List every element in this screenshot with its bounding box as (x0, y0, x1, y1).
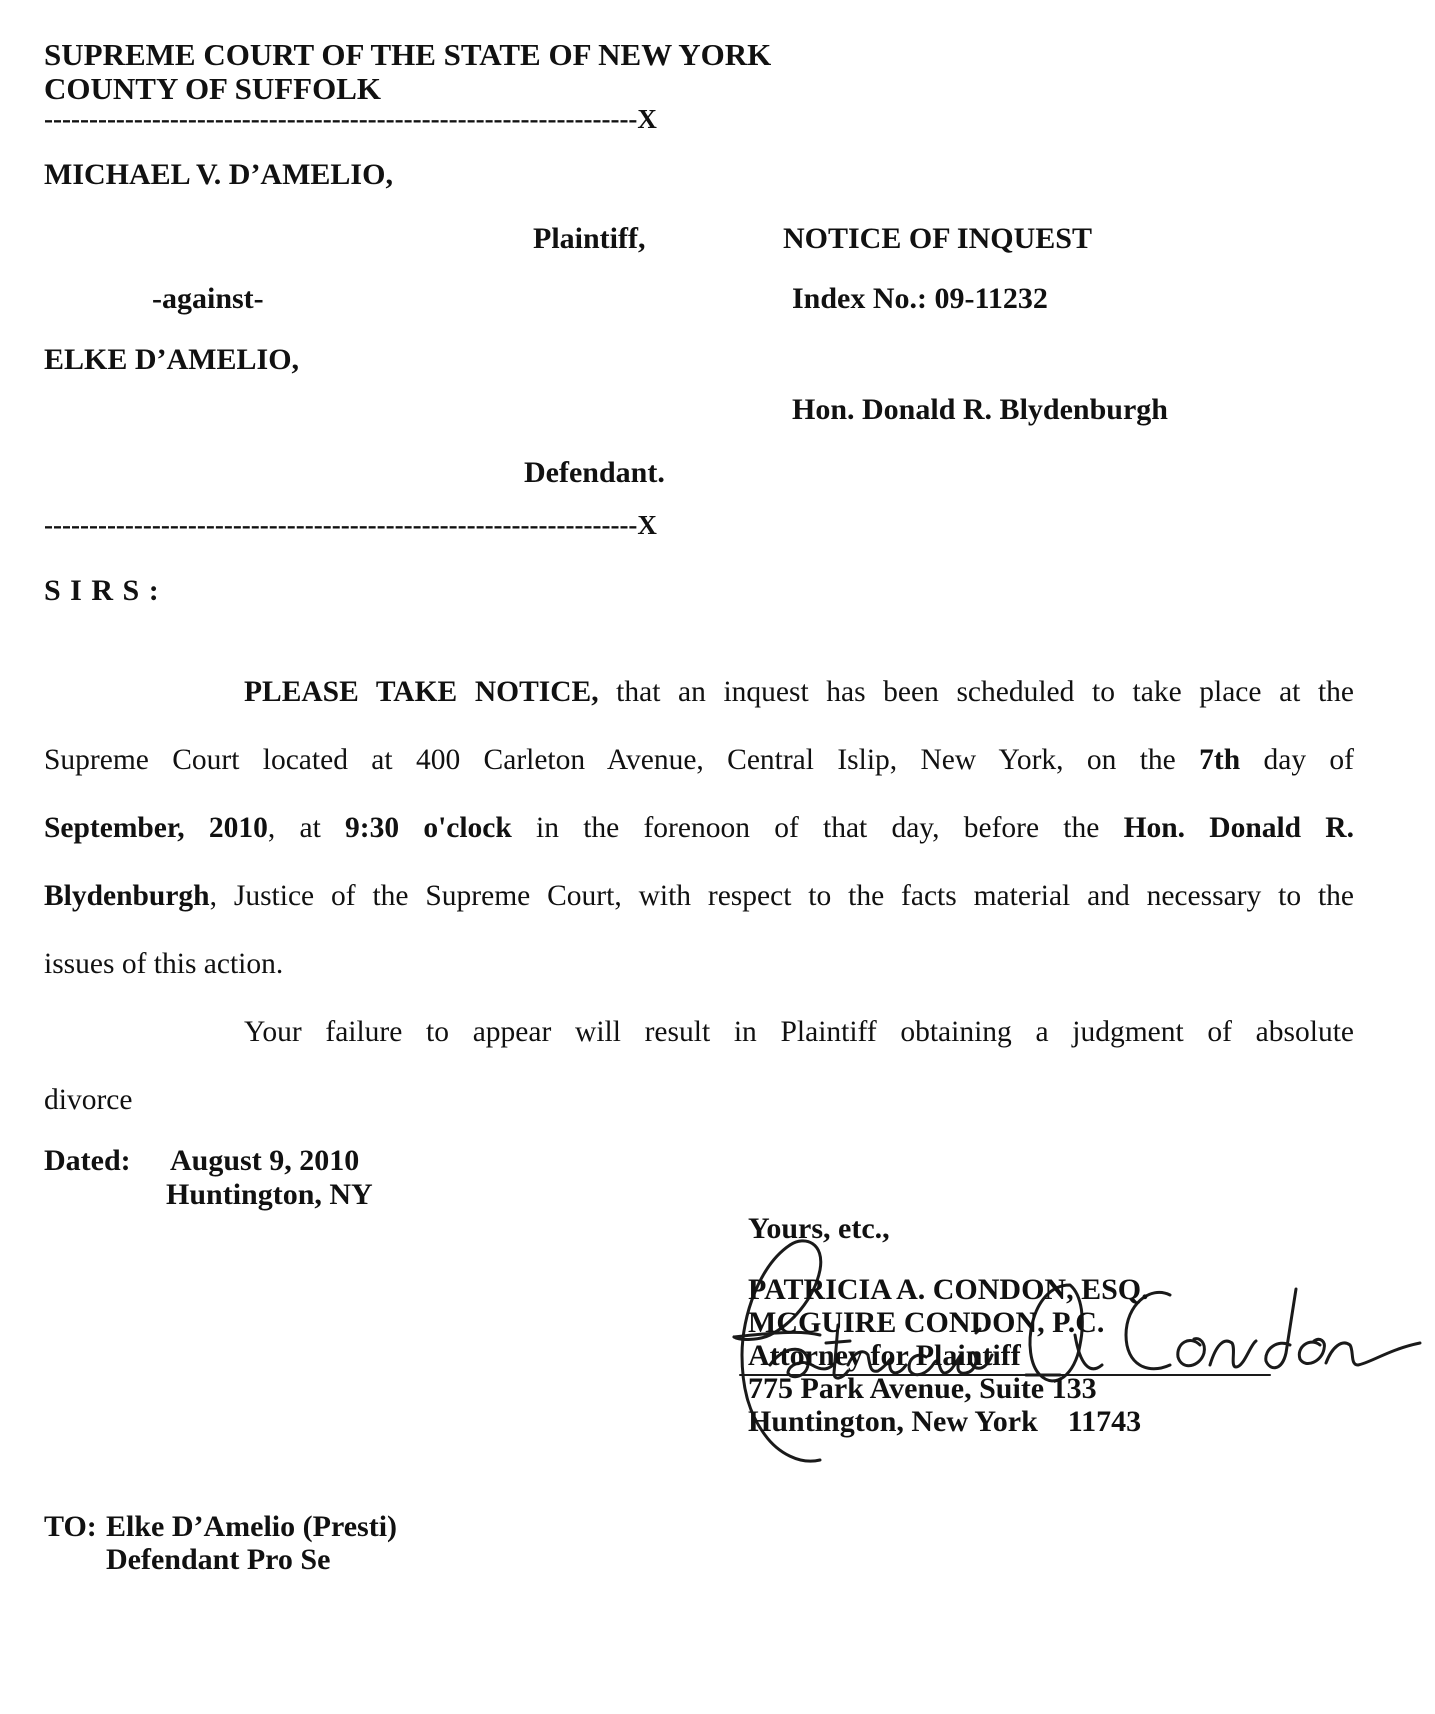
inquest-time: 9:30 o'clock (345, 812, 512, 844)
plaintiff-label: Plaintiff, (533, 222, 646, 255)
judge-name-part1: Hon. Donald R. (1123, 812, 1354, 844)
document-title: NOTICE OF INQUEST (783, 222, 1092, 255)
recipient-name: Elke D’Amelio (Presti) (106, 1510, 398, 1543)
caption-divider-top: ------------------------------------------------------------------X (44, 104, 657, 134)
court-name: SUPREME COURT OF THE STATE OF NEW YORK (44, 37, 772, 72)
body-line-6: Your failure to appear will result in Plaintiff obtaining a judgment of absolute (244, 1016, 1354, 1048)
assigned-judge: Hon. Donald R. Blydenburgh (792, 393, 1168, 426)
address-line-1: 775 Park Avenue, Suite 133 (748, 1372, 1097, 1405)
body-line-1: PLEASE TAKE NOTICE, that an inquest has been scheduled to take place at the (244, 676, 1354, 708)
closing: Yours, etc., (748, 1212, 890, 1245)
county-name: COUNTY OF SUFFOLK (44, 71, 381, 106)
inquest-day: 7th (1199, 744, 1241, 776)
attorney-name: PATRICIA A. CONDON, ESQ. (748, 1273, 1149, 1306)
dated-label: Dated: (44, 1144, 131, 1177)
body-line-2: Supreme Court located at 400 Carleton Avenue, Central Islip, New York, on the 7th day of (44, 744, 1355, 776)
dated-date: August 9, 2010 (170, 1144, 360, 1177)
judge-name-part2: Blydenburgh (44, 880, 210, 912)
salutation: S I R S : (44, 574, 160, 607)
body-line-5: issues of this action. (44, 948, 284, 980)
address-line-2: Huntington, New York 11743 (748, 1405, 1142, 1438)
body-line-7: divorce (44, 1084, 133, 1116)
plaintiff-name: MICHAEL V. D’AMELIO, (44, 158, 393, 191)
defendant-label: Defendant. (524, 456, 665, 489)
to-label: TO: (44, 1510, 97, 1543)
against-label: -against- (152, 282, 264, 315)
inquest-date: September, 2010 (44, 812, 268, 844)
dated-place: Huntington, NY (166, 1178, 373, 1211)
body-line-3: September, 2010, at 9:30 o'clock in the forenoon of that day, before the Hon. Donald R. (44, 812, 1354, 844)
caption-divider-bottom: ------------------------------------------------------------------X (44, 510, 657, 540)
attorney-role: Attorney for Plaintiff (748, 1339, 1021, 1372)
recipient-status: Defendant Pro Se (106, 1543, 331, 1576)
index-number: Index No.: 09-11232 (792, 282, 1048, 315)
defendant-name: ELKE D’AMELIO, (44, 343, 300, 376)
notice-lead: PLEASE TAKE NOTICE, (244, 676, 599, 708)
law-firm: MCGUIRE CONDON, P.C. (748, 1306, 1105, 1339)
body-line-4: Blydenburgh, Justice of the Supreme Court, with respect to the facts material and necessary to the (44, 880, 1354, 912)
